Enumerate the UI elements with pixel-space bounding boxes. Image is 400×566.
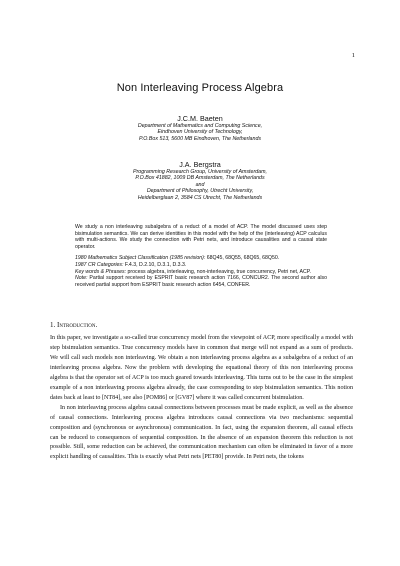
note-value: Partial support received by ESPRIT basic research action 7166, CONCUR2. The second author also received partial support from ESPRIT basic research action 6454, CONFER. — [75, 275, 327, 288]
msc-label: 1980 Mathematics Subject Classification (1985 revision): — [75, 255, 206, 262]
classification-block — [75, 255, 327, 288]
section-heading — [50, 321, 97, 329]
author-name: J.A. Bergstra — [179, 160, 221, 169]
note-label: Note: — [75, 275, 88, 282]
paragraph: In non interleaving process algebra causal connections between processes must be made explicit, as well as the absence of causal connections. Interleaving process algebra introduces causal connections via two mechanisms: sequential composition and (synchronous or asynchronous) communication. In fact, using the expansion theorem, all causal effects can be reduced to consequences of sequential composition. In the absence of an expansion theorem this reduction is not possible. Still, some reduction can be achieved, the communication mechanism can often be eliminated in favor of a more explicit handling of causalities. This is exactly what Petri nets [PET80] provide. In Petri nets, the tokens — [50, 404, 353, 461]
author-block-baeten — [0, 114, 400, 142]
author-block-bergstra — [0, 160, 400, 201]
section-number: 1. — [50, 321, 56, 329]
cr-label: 1987 CR Categories: — [75, 261, 124, 268]
page-number: 1 — [351, 52, 355, 59]
paper-title: Non Interleaving Process Algebra — [116, 82, 284, 94]
author-affiliation-line: Heidelberglaan 2, 3584 CS Utrecht, The Netherlands — [137, 194, 263, 201]
author-affiliation-line: Programming Research Group, University of Amsterdam, — [132, 169, 268, 175]
author-affiliation-line: P.O.Box 513, 5600 MB Eindhoven, The Netherlands — [138, 135, 262, 142]
msc-value: 68Q45, 68Q55, 68Q65, 68Q50. — [205, 255, 280, 262]
author-affiliation-line: Department of Philosophy, Utrecht University, — [146, 188, 254, 195]
body-text — [50, 334, 353, 463]
author-name: J.C.M. Baeten — [177, 114, 223, 123]
author-affiliation-line: and — [195, 181, 205, 188]
abstract-text: We study a non interleaving subalgebra of a reduct of a model of ACP. The model discussed uses step bisimulation semantics. We can derive identities in this model with the help of the (interleaving) ACP calculus with multi-actions. We study the connection with Petri nets, and introduce causalities and a causal state operator. — [75, 224, 327, 250]
keywords-value: process algebra, interleaving, non-interleaving, true concurrency, Petri net, ACP. — [126, 268, 311, 275]
author-affiliation-line: P.O.Box 41882, 1009 DB Amsterdam, The Netherlands — [135, 175, 265, 182]
keywords-label: Key words & Phrases: — [75, 268, 127, 275]
author-affiliation-line: Department of Mathematics and Computing Science, — [137, 123, 263, 129]
paragraph: In this paper, we investigate a so-called true concurrency model from the viewpoint of ACP, more specifically a model with step bisimulation semantics. True concurrency models have in common that merge will not expand as a sum of products. We will call such models non interleaving. We obtain a non interleaving process algebra as a subalgebra of a reduct of an interleaving process algebra. Now the problem with developing the equational theory of this non interleaving process algebra is that the operator set of ACP is too much geared towards interleaving. This turns out to be the case in the simplest example of a non interleaving process algebra already, the case corresponding to step bisimulation semantics. This notion dates back at least to [NT84], see also [POM86] or [GV87] where it was called concurrent bisimulation. — [50, 335, 353, 401]
abstract — [75, 224, 327, 288]
cr-value: F.4.3, D.2.10, D.3.1, D.3.3. — [123, 261, 187, 268]
section-title: Introduction. — [57, 321, 98, 329]
author-affiliation-line: Eindhoven University of Technology, — [157, 129, 243, 136]
